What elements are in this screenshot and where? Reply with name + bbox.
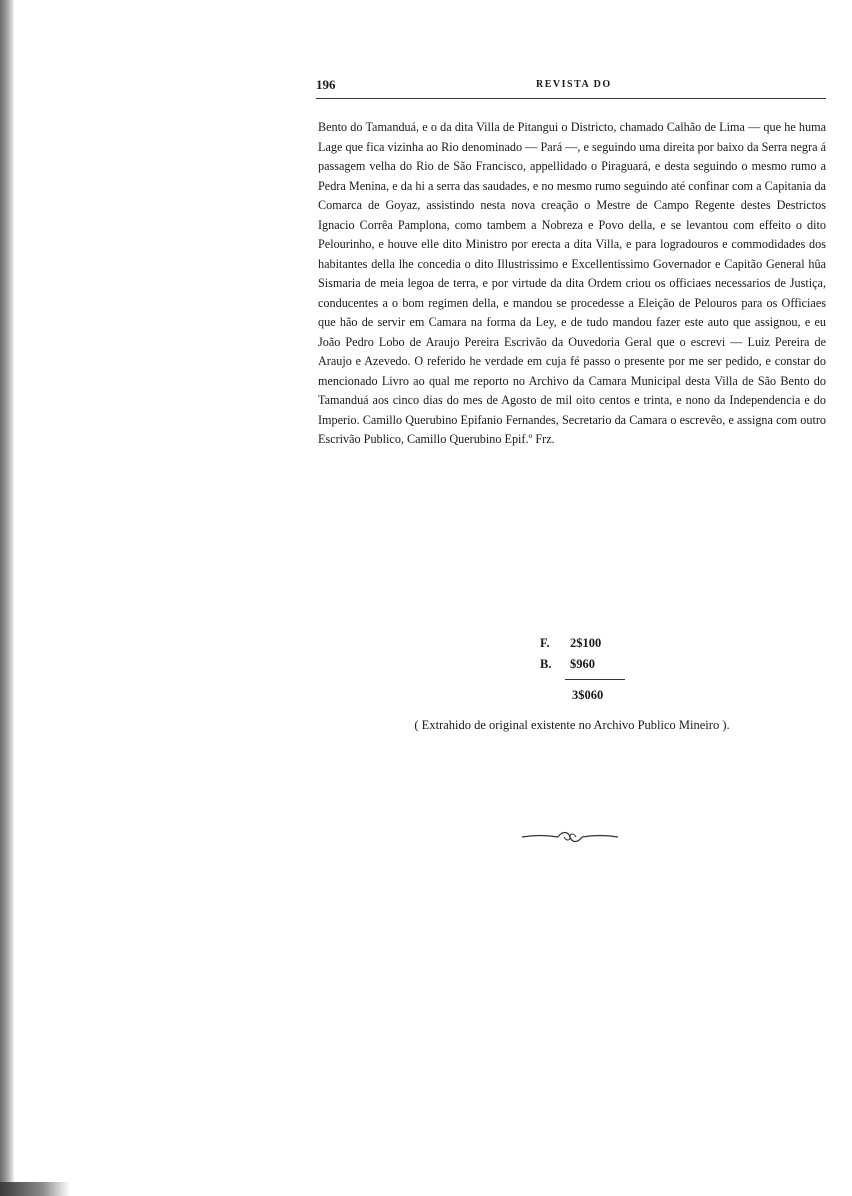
header-rule bbox=[316, 98, 826, 99]
fee-row bbox=[540, 657, 640, 678]
fees-table bbox=[540, 636, 640, 678]
source-note: ( Extrahido de original existente no Archivo Publico Mineiro ). bbox=[414, 718, 730, 732]
fee-label: F. bbox=[540, 636, 550, 650]
page-header bbox=[316, 77, 826, 97]
fee-sum-rule bbox=[565, 679, 625, 680]
fee-value: $960 bbox=[570, 657, 595, 671]
fee-label: B. bbox=[540, 657, 552, 671]
body-paragraph: Bento do Tamanduá, e o da dita Villa de Pitangui o Districto, chamado Calhão de Lima — que he huma Lage que fica vizinha ao Rio denominado — Pará —, e seguindo uma direita por baixo da Serra negra á passagem velha do Rio de São Francisco, appellidado o Piraguará, e desta seguindo o mesmo rumo a Pedra Menina, e da hi a serra das saudades, e no mesmo rumo seguindo até confinar com a Capitania da Comarca de Goyaz, assistindo nesta nova creação o Mestre de Campo Regente destes Destrictos Ignacio Corrêa Pamplona, como tambem a Nobreza e Povo della, e se levantou com effeito o dito Pelourinho, e houve elle dito Ministro por erecta a dita Villa, e para logradouros e commodidades dos habitantes della lhe concedia o dito Illustrissimo e Excellentissimo Governador e Capitão General hûa Sismaria de meia legoa de terra, e por virtude da dita Ordem criou os officiaes necessarios de Justiça, conducentes a o bom regimen della, e mandou se procedesse a Eleição de Pelouros para os Officiaes que hão de servir em Camara na forma da Ley, e de tudo mandou fazer este auto que assignou, e eu João Pedro Lobo de Araujo Pereira Escrivão da Ouvedoria Geral que o escrevi — Luiz Pereira de Araujo e Azevedo. O referido he verdade em cuja fé passo o presente por me ser pedido, e constar do mencionado Livro ao qual me reporto no Archivo da Camara Municipal desta Villa de São Bento do Tamanduá aos cinco dias do mes de Agosto de mil oito centos e trinta, e nono da Independencia e do Imperio. Camillo Querubino Epifanio Fernandes, Secretario da Camara o escrevêo, e assigna com outro Escrivão Publico, Camillo Querubino Epif.º Frz. bbox=[318, 120, 826, 446]
scan-bottom-edge bbox=[0, 1182, 70, 1196]
page-number: 196 bbox=[316, 77, 336, 92]
fee-value: 2$100 bbox=[570, 636, 602, 650]
fee-row bbox=[540, 636, 640, 657]
ornament-divider-icon bbox=[520, 830, 620, 844]
scan-left-edge bbox=[0, 0, 14, 1196]
running-head: REVISTA DO bbox=[536, 79, 612, 90]
fee-total: 3$060 bbox=[572, 688, 604, 702]
